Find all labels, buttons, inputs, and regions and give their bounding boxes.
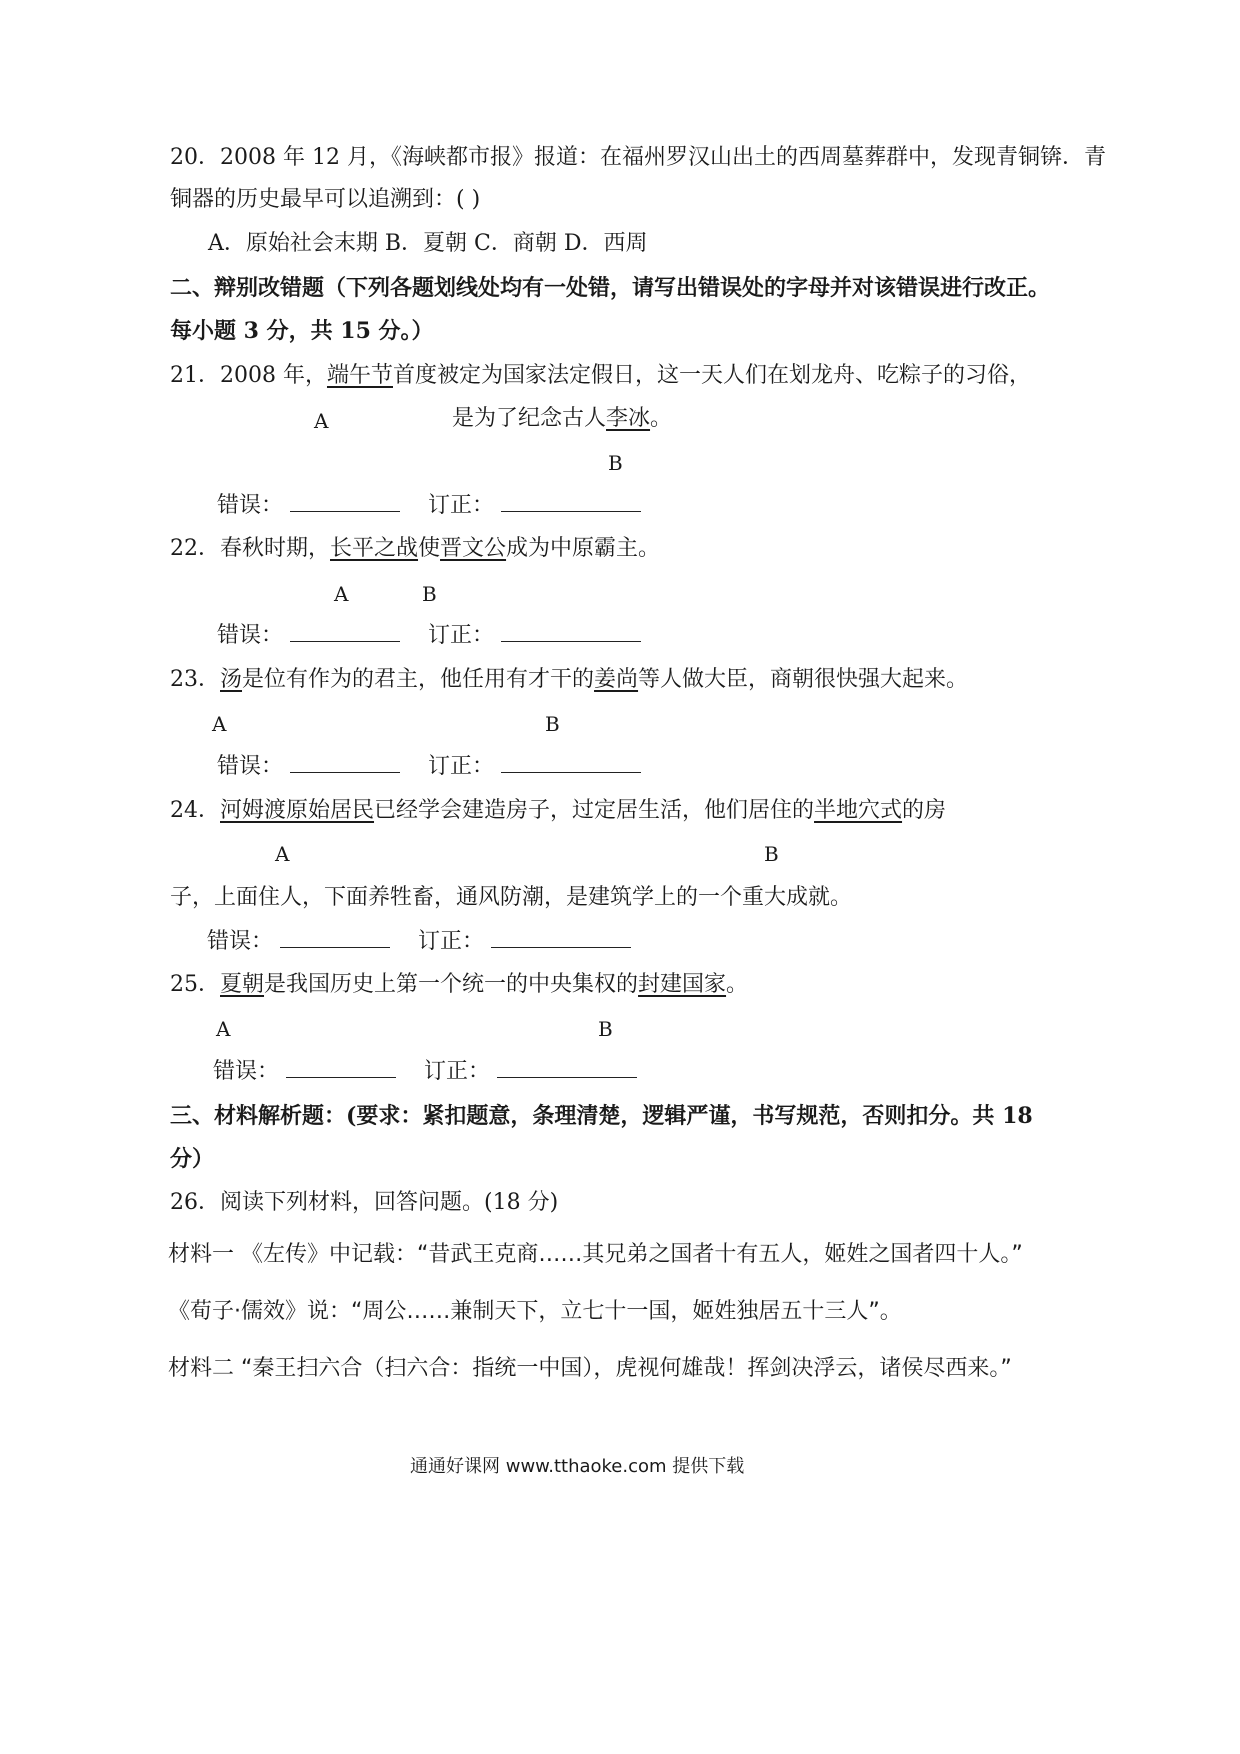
- material-one-line2: 《荀子·儒效》说：“周公……兼制天下，立七十一国，姬姓独居五十三人”。: [168, 1299, 902, 1324]
- q24-underline-a: 河姆渡原始居民: [220, 798, 375, 823]
- q22-line: 22．春秋时期，长平之战使晋文公成为中原霸主。: [170, 536, 661, 561]
- q26-stem: 26．阅读下列材料，回答问题。(18 分): [170, 1190, 559, 1215]
- q25-label-b: B: [598, 1017, 613, 1041]
- q22-error-blank[interactable]: [290, 621, 400, 642]
- q25-label-a: A: [216, 1017, 231, 1041]
- section2-heading-line2: 每小题 3 分，共 15 分。）: [170, 318, 434, 344]
- q22-label-b: B: [422, 582, 437, 606]
- q24-fix-blank[interactable]: [491, 927, 631, 948]
- q20-line1: 20．2008 年 12 月，《海峡都市报》报道：在福州罗汉山出土的西周墓葬群中，发现青铜锛．青: [170, 145, 1106, 170]
- q23-underline-b: 姜尚: [594, 667, 639, 692]
- q23-line: 23．汤是位有作为的君主，他任用有才干的姜尚等人做大臣，商朝很快强大起来。: [170, 667, 969, 692]
- q24-answer-row: 错误： 订正：: [207, 927, 631, 957]
- q22-answer-row: 错误： 订正：: [217, 621, 641, 651]
- section3-heading-line2: 分）: [170, 1146, 215, 1172]
- q24-label-a: A: [275, 842, 290, 866]
- q24-error-blank[interactable]: [280, 927, 390, 948]
- q22-fix-blank[interactable]: [501, 621, 641, 642]
- q24-line2: 子，上面住人，下面养牲畜，通风防潮，是建筑学上的一个重大成就。: [170, 885, 853, 910]
- q25-fix-blank[interactable]: [497, 1057, 637, 1078]
- q23-answer-row: 错误： 订正：: [217, 752, 641, 782]
- material-one-line1: 材料一 《左传》中记载：“昔武王克商……其兄弟之国者十有五人，姬姓之国者四十人。”: [168, 1242, 1023, 1267]
- q21-label-a: A: [314, 409, 329, 433]
- q24-underline-b: 半地穴式: [814, 798, 903, 823]
- q21-label-b: B: [608, 451, 623, 475]
- q23-error-blank[interactable]: [290, 752, 400, 773]
- q21-underline-a: 端午节: [326, 363, 393, 388]
- q23-label-a: A: [212, 712, 227, 736]
- q23-underline-a: 汤: [220, 667, 243, 692]
- q21-line1: 21．2008 年，端午节首度被定为国家法定假日，这一天人们在划龙舟、吃粽子的习俗，: [170, 363, 1032, 388]
- q20-options: A．原始社会末期 B．夏朝 C．商朝 D．西周: [208, 231, 648, 256]
- section2-heading-line1: 二、辩别改错题（下列各题划线处均有一处错，请写出错误处的字母并对该错误进行改正。: [170, 275, 1051, 301]
- section3-heading-line1: 三、材料解析题：(要求：紧扣题意，条理清楚，逻辑严谨，书写规范，否则扣分。共 18: [170, 1103, 1033, 1129]
- q21-error-blank[interactable]: [290, 491, 400, 512]
- q23-label-b: B: [545, 712, 560, 736]
- q21-answer-row: 错误： 订正：: [217, 491, 641, 521]
- page-footer: 通通好课网 www.tthaoke.com 提供下载: [410, 1456, 745, 1477]
- q20-line2: 铜器的历史最早可以追溯到：( ): [170, 187, 481, 212]
- q24-line1: 24．河姆渡原始居民已经学会建造房子，过定居生活，他们居住的半地穴式的房: [170, 798, 947, 823]
- q25-error-blank[interactable]: [286, 1057, 396, 1078]
- material-two: 材料二 “秦王扫六合（扫六合：指统一中国），虎视何雄哉！挥剑决浮云，诸侯尽西来。”: [168, 1356, 1012, 1381]
- q25-line: 25．夏朝是我国历史上第一个统一的中央集权的封建国家。: [170, 972, 749, 997]
- q25-underline-b: 封建国家: [638, 972, 727, 997]
- q21-underline-b: 李冰: [606, 406, 651, 431]
- q23-fix-blank[interactable]: [501, 752, 641, 773]
- q22-label-a: A: [334, 582, 349, 606]
- q21-fix-blank[interactable]: [501, 491, 641, 512]
- q22-underline-b: 晋文公: [440, 536, 507, 561]
- q25-answer-row: 错误： 订正：: [213, 1057, 637, 1087]
- q22-underline-a: 长平之战: [330, 536, 419, 561]
- q21-line2: 是为了纪念古人李冰。: [452, 406, 673, 431]
- q25-underline-a: 夏朝: [220, 972, 265, 997]
- q24-label-b: B: [764, 842, 779, 866]
